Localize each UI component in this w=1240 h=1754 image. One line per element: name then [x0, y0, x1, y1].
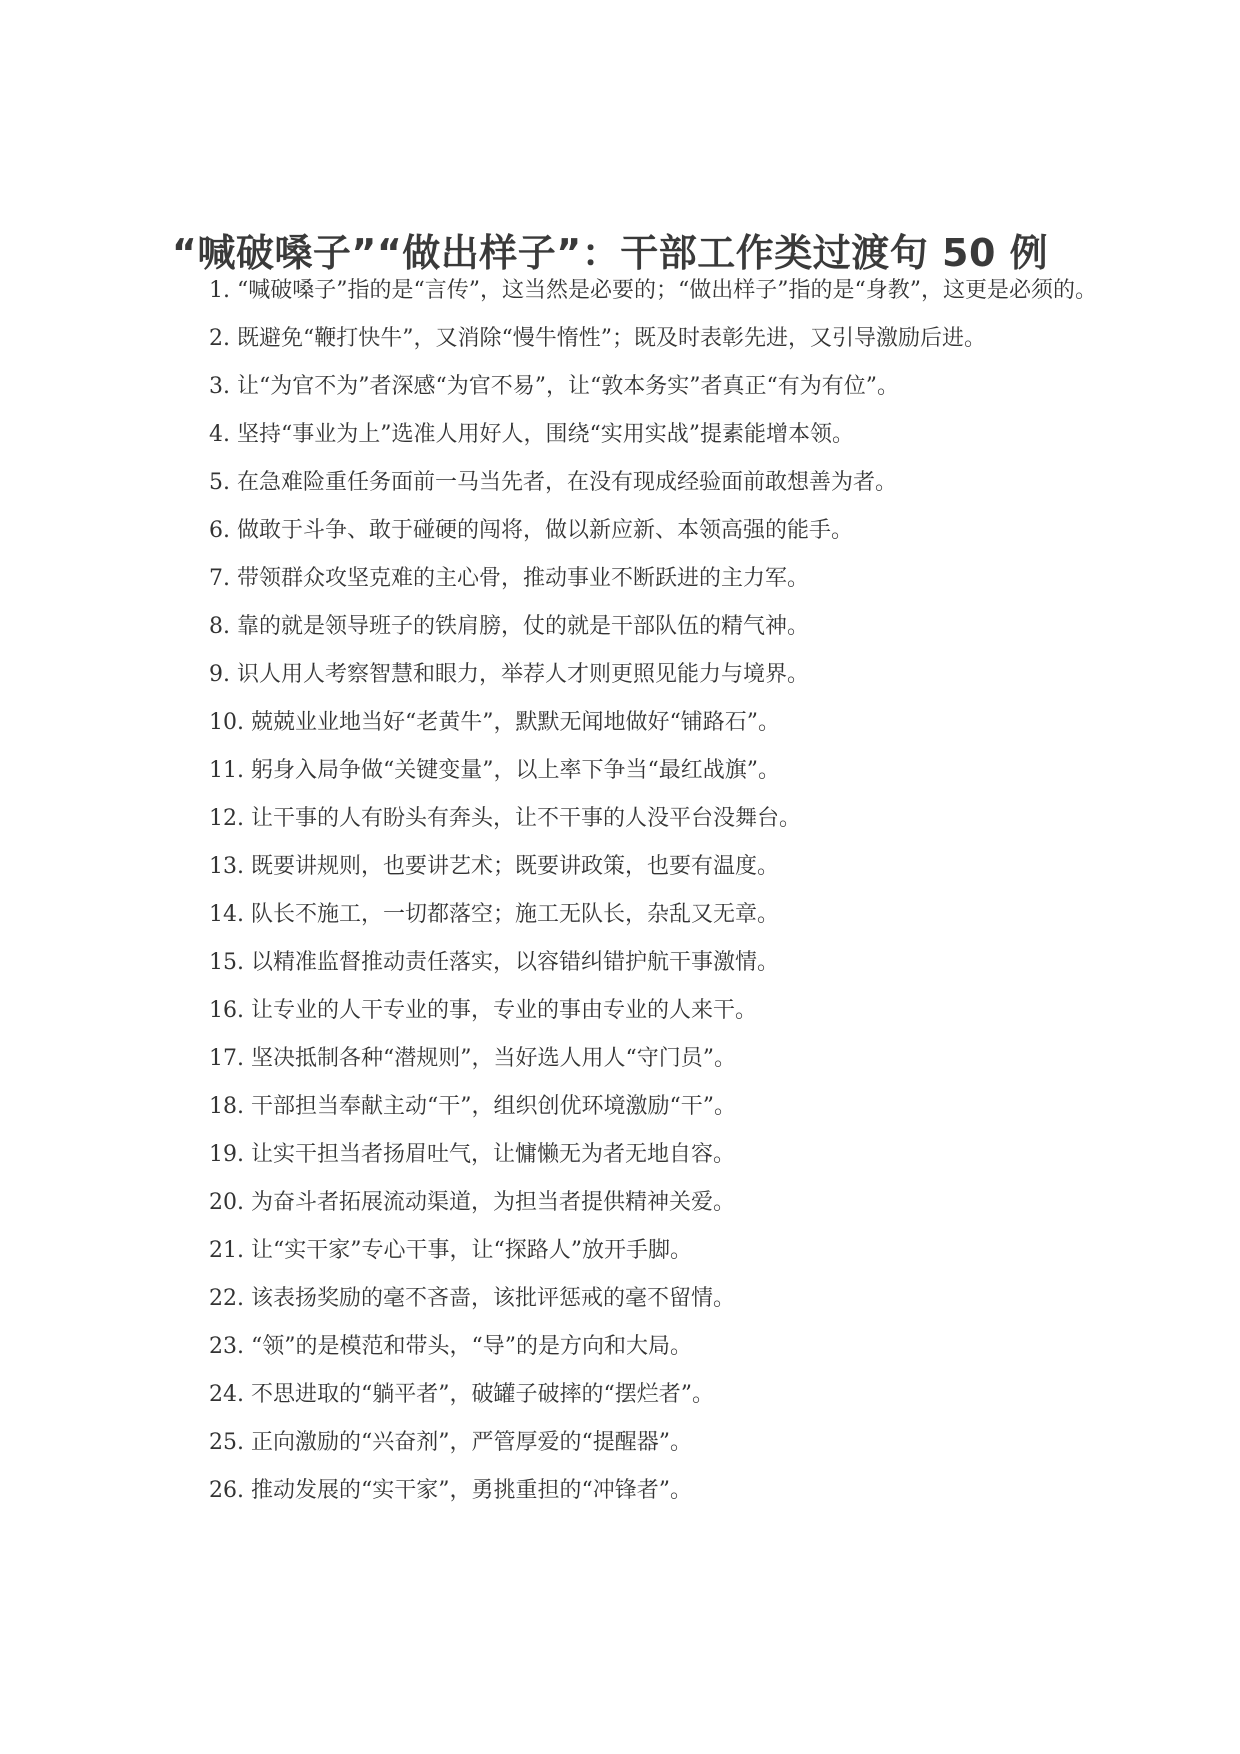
list-item: 21. 让“实干家”专心干事，让“探路人”放开手脚。 — [209, 1238, 692, 1263]
list-item: 24. 不思进取的“躺平者”，破罐子破摔的“摆烂者”。 — [209, 1382, 714, 1407]
list-item: 4. 坚持“事业为上”选准人用好人，围绕“实用实战”提素能增本领。 — [209, 422, 854, 447]
list-item: 14. 队长不施工，一切都落空；施工无队长，杂乱又无章。 — [209, 902, 779, 927]
list-item: 15. 以精准监督推动责任落实，以容错纠错护航干事激情。 — [209, 950, 779, 975]
list-item: 7. 带领群众攻坚克难的主心骨，推动事业不断跃进的主力军。 — [209, 566, 809, 591]
list-item: 9. 识人用人考察智慧和眼力，举荐人才则更照见能力与境界。 — [209, 662, 809, 687]
list-item: 16. 让专业的人干专业的事，专业的事由专业的人来干。 — [209, 998, 757, 1023]
list-item: 2. 既避免“鞭打快牛”，又消除“慢牛惰性”；既及时表彰先进，又引导激励后进。 — [209, 326, 986, 351]
list-item: 25. 正向激励的“兴奋剂”，严管厚爱的“提醒器”。 — [209, 1430, 692, 1455]
list-item: 17. 坚决抵制各种“潜规则”，当好选人用人“守门员”。 — [209, 1046, 736, 1071]
document-title: “喊破嗓子”“做出样子”：干部工作类过渡句 50 例 — [171, 231, 1049, 276]
list-item: 6. 做敢于斗争、敢于碰硬的闯将，做以新应新、本领高强的能手。 — [209, 518, 853, 543]
list-item: 11. 躬身入局争做“关键变量”，以上率下争当“最红战旗”。 — [209, 758, 780, 783]
list-item: 10. 兢兢业业地当好“老黄牛”，默默无闻地做好“铺路石”。 — [209, 710, 780, 735]
list-item: 22. 该表扬奖励的毫不吝啬，该批评惩戒的毫不留情。 — [209, 1286, 735, 1311]
list-item: 3. 让“为官不为”者深感“为官不易”，让“敦本务实”者真正“有为有位”。 — [209, 374, 899, 399]
list-item: 20. 为奋斗者拓展流动渠道，为担当者提供精神关爱。 — [209, 1190, 735, 1215]
list-item: 26. 推动发展的“实干家”，勇挑重担的“冲锋者”。 — [209, 1478, 692, 1503]
list-item: 18. 干部担当奉献主动“干”，组织创优环境激励“干”。 — [209, 1094, 736, 1119]
list-item: 5. 在急难险重任务面前一马当先者，在没有现成经验面前敢想善为者。 — [209, 470, 897, 495]
list-item: 19. 让实干担当者扬眉吐气，让慵懒无为者无地自容。 — [209, 1142, 735, 1167]
list-item: 8. 靠的就是领导班子的铁肩膀，仗的就是干部队伍的精气神。 — [209, 614, 809, 639]
list-item: 1. “喊破嗓子”指的是“言传”，这当然是必要的；“做出样子”指的是“身教”，这更是必须的。 — [209, 278, 1097, 303]
list-item: 13. 既要讲规则，也要讲艺术；既要讲政策，也要有温度。 — [209, 854, 779, 879]
list-item: 23. “领”的是模范和带头，“导”的是方向和大局。 — [209, 1334, 692, 1359]
transition-sentence-list — [160, 273, 1100, 1521]
list-item: 12. 让干事的人有盼头有奔头，让不干事的人没平台没舞台。 — [209, 806, 801, 831]
